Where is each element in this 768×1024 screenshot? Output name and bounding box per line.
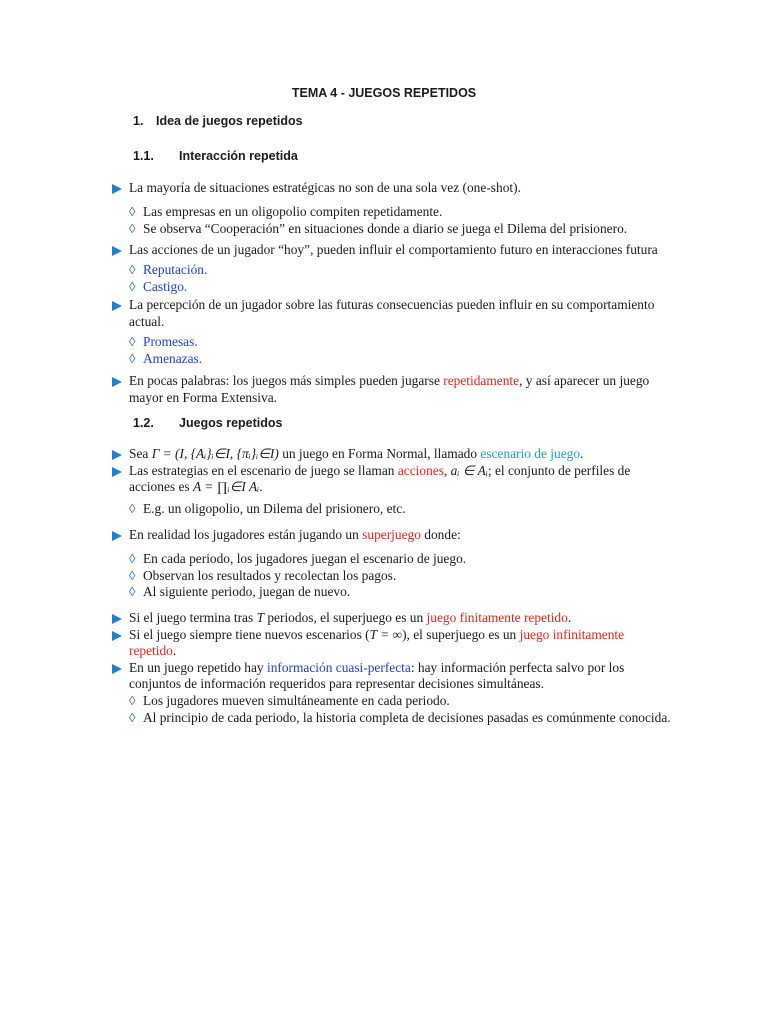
sub-list bbox=[112, 551, 672, 601]
bullet-text: ; el conjunto de perfiles de acciones es bbox=[129, 462, 631, 494]
highlight-teal: escenario de juego bbox=[480, 446, 581, 461]
bullet-text: Si el juego siempre tiene nuevos escenarios ( bbox=[129, 626, 370, 642]
highlight-red: superjuego bbox=[362, 527, 421, 542]
diamond-icon: ◊ bbox=[129, 693, 136, 708]
math-expression: aᵢ ∈ Aᵢ bbox=[450, 462, 488, 478]
sub-item-text: Promesas. bbox=[143, 334, 198, 349]
bullet-text: . bbox=[172, 643, 177, 658]
diamond-icon: ◊ bbox=[129, 220, 136, 236]
bullet-item bbox=[112, 527, 672, 544]
math-expression: T bbox=[256, 610, 265, 625]
highlight-red: repetidamente bbox=[443, 373, 520, 388]
blue-triangle-icon bbox=[112, 301, 122, 311]
sub-item-text: Observan los resultados y recolectan los pagos. bbox=[143, 567, 397, 583]
blue-triangle-icon bbox=[112, 246, 122, 256]
diamond-icon: ◊ bbox=[129, 278, 136, 294]
bullet-item bbox=[112, 180, 672, 197]
bullet-text: . bbox=[259, 479, 263, 494]
bullet-text: donde: bbox=[420, 527, 461, 542]
bullet-text: En realidad los jugadores están jugando un bbox=[129, 527, 363, 542]
bullet-text: un juego en Forma Normal, llamado bbox=[278, 446, 481, 461]
blue-triangle-icon bbox=[112, 531, 122, 541]
section-label: Interacción repetida bbox=[179, 149, 298, 163]
math-expression: T = ∞ bbox=[369, 626, 403, 642]
bullet-text: En pocas palabras: los juegos más simples pueden jugarse bbox=[129, 373, 444, 388]
bullet-text: . bbox=[580, 446, 584, 461]
blue-triangle-icon bbox=[112, 184, 122, 194]
page-title: TEMA 4 - JUEGOS REPETIDOS bbox=[291, 86, 477, 100]
sub-item-text: Al siguiente periodo, juegan de nuevo. bbox=[143, 584, 351, 599]
blue-triangle-icon bbox=[112, 467, 122, 477]
diamond-icon: ◊ bbox=[129, 334, 136, 349]
sub-item-text: Reputación. bbox=[143, 262, 208, 277]
bullet-text: La mayoría de situaciones estratégicas no son de una sola vez (one-shot). bbox=[129, 180, 521, 195]
bullet-item bbox=[112, 242, 672, 259]
section-heading-1-2 bbox=[133, 416, 283, 430]
section-label: Idea de juegos repetidos bbox=[156, 114, 303, 128]
bullet-text: periodos, el superjuego es un bbox=[264, 610, 427, 625]
blue-triangle-icon bbox=[112, 614, 122, 624]
sub-item-text: Los jugadores mueven simultáneamente en cada periodo. bbox=[143, 693, 450, 708]
sub-list bbox=[112, 501, 672, 518]
diamond-icon: ◊ bbox=[129, 262, 136, 277]
section-number: 1.2. bbox=[133, 416, 154, 430]
bullet-text: Si el juego termina tras bbox=[129, 610, 257, 625]
section-heading-1-1 bbox=[133, 149, 298, 163]
bullet-text: ), el superjuego es un bbox=[402, 626, 520, 642]
sub-list bbox=[112, 693, 672, 726]
sub-list bbox=[112, 204, 672, 237]
bullet-text: Las estrategias en el escenario de juego se llaman bbox=[129, 462, 398, 478]
bullet-text: La percepción de un jugador sobre las futuras consecuencias pueden influir en su comportamiento actual. bbox=[129, 297, 655, 329]
section-number: 1. bbox=[133, 114, 144, 128]
section-heading-1 bbox=[133, 114, 303, 128]
bullet-text: , y así aparecer un juego mayor en Forma Extensiva. bbox=[129, 373, 650, 405]
sub-item-text: Amenazas. bbox=[143, 350, 203, 366]
diamond-icon: ◊ bbox=[129, 350, 136, 366]
highlight-red: juego finitamente repetido bbox=[426, 610, 568, 625]
bullet-text: Las acciones de un jugador “hoy”, pueden influir el comportamiento futuro en interacciones futura bbox=[129, 242, 658, 257]
highlight-red: juego infinitamente repetido bbox=[129, 626, 625, 658]
bullet-text: Sea bbox=[129, 446, 152, 461]
bullet-group bbox=[112, 610, 672, 693]
bullet-text: : hay información perfecta salvo por los conjuntos de información requeridos para representar decisiones simultáneas. bbox=[129, 659, 625, 691]
bullet-item bbox=[112, 373, 672, 406]
math-expression: Γ = (I, {Aᵢ}ᵢ∈I, {πᵢ}ᵢ∈I) bbox=[151, 446, 279, 461]
sub-item-text: Al principio de cada periodo, la historia completa de decisiones pasadas es comúnmente conocida. bbox=[143, 709, 671, 725]
bullet-item bbox=[112, 297, 672, 330]
diamond-icon: ◊ bbox=[129, 204, 136, 219]
blue-triangle-icon bbox=[112, 664, 122, 674]
section-number: 1.1. bbox=[133, 149, 154, 163]
sub-item-text: E.g. un oligopolio, un Dilema del prisionero, etc. bbox=[143, 501, 406, 516]
diamond-icon: ◊ bbox=[129, 501, 136, 516]
blue-triangle-icon bbox=[112, 377, 122, 387]
blue-triangle-icon bbox=[112, 631, 122, 641]
diamond-icon: ◊ bbox=[129, 584, 136, 599]
section-label: Juegos repetidos bbox=[179, 416, 283, 430]
sub-list bbox=[112, 334, 672, 367]
bullet-text: . bbox=[567, 610, 572, 625]
diamond-icon: ◊ bbox=[129, 567, 136, 583]
blue-triangle-icon bbox=[112, 450, 122, 460]
math-expression: A = ∏ᵢ∈I Aᵢ bbox=[192, 479, 260, 494]
diamond-icon: ◊ bbox=[129, 551, 136, 566]
sub-item-text: Castigo. bbox=[143, 278, 188, 294]
sub-list bbox=[112, 262, 672, 295]
diamond-icon: ◊ bbox=[129, 709, 136, 725]
sub-item-text: Se observa “Cooperación” en situaciones donde a diario se juega el Dilema del prisionero. bbox=[143, 220, 628, 236]
highlight-blue: información cuasi-perfecta bbox=[266, 659, 411, 675]
bullet-text: En un juego repetido hay bbox=[129, 659, 267, 675]
highlight-red: acciones bbox=[397, 462, 444, 478]
sub-item-text: En cada periodo, los jugadores juegan el escenario de juego. bbox=[143, 551, 467, 566]
bullet-group: Sea Γ = (I, {Aᵢ}ᵢ∈I, {πᵢ}ᵢ∈I) un juego en Forma Normal, llamado escenario de juego. Las estrategias en el escenario de juego se llaman acciones, aᵢ ∈ Aᵢ; el conjunto de perfiles de acciones es A = ∏ᵢ∈I Aᵢ. bbox=[112, 446, 672, 496]
sub-item-text: Las empresas en un oligopolio compiten repetidamente. bbox=[143, 204, 443, 219]
